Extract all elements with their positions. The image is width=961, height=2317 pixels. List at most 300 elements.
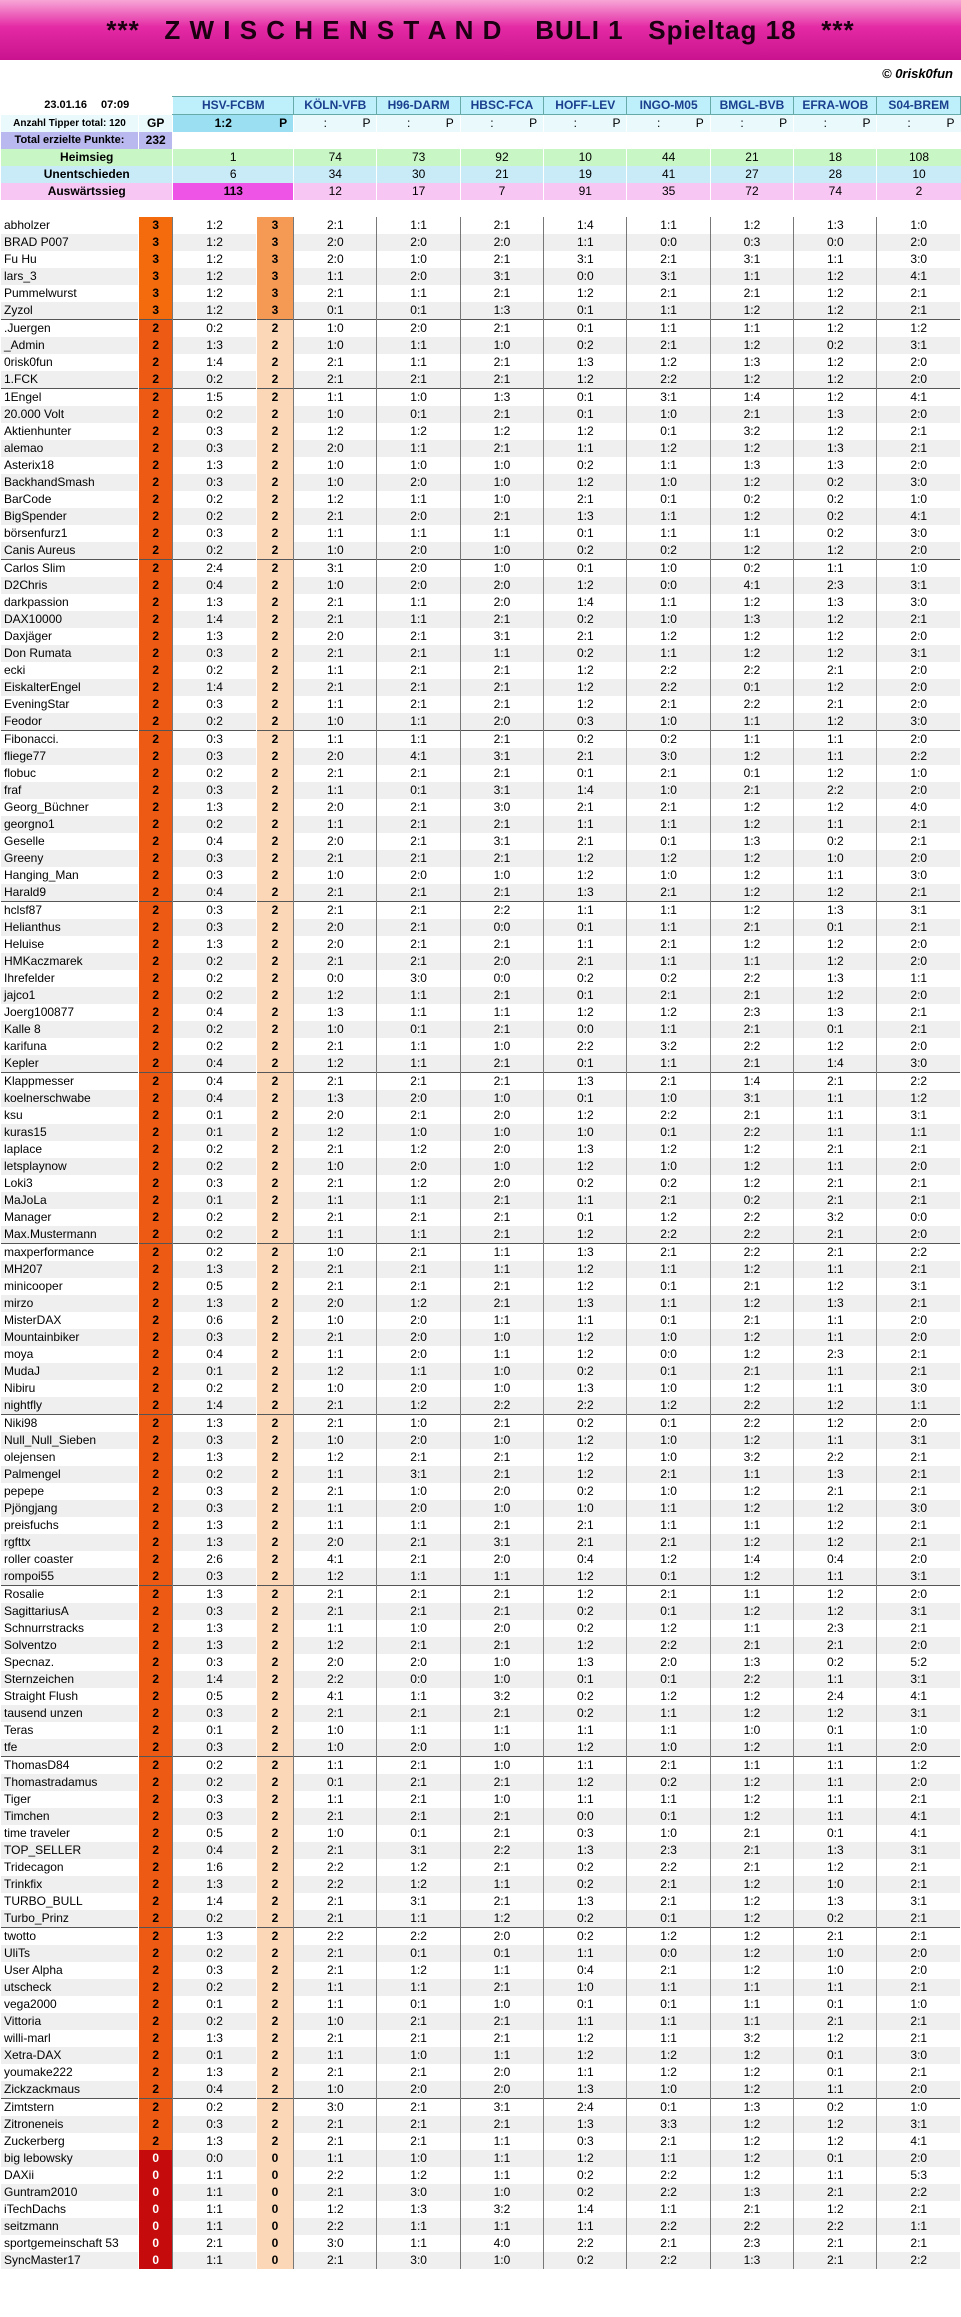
tip-points-0: 2 [256, 1534, 293, 1551]
tip-7: 1:3 [794, 457, 877, 474]
player-name: D2Chris [1, 577, 139, 594]
stats-value: 74 [794, 183, 877, 200]
tip-3: 1:1 [460, 1312, 543, 1329]
tip-5: 1:0 [627, 1483, 710, 1500]
tip-6: 1:2 [710, 1791, 793, 1808]
tip-points-0: 2 [256, 1979, 293, 1996]
tip-2: 1:2 [377, 1295, 460, 1312]
player-gp: 2 [138, 833, 172, 850]
tip-3: 2:1 [460, 508, 543, 525]
table-row [1, 713, 961, 731]
tip-2: 2:1 [377, 1534, 460, 1551]
player-gp: 2 [138, 1038, 172, 1055]
tip-4: 0:2 [544, 2167, 627, 2184]
tip-8: 2:1 [877, 2235, 961, 2252]
tip-7: 1:0 [794, 1945, 877, 1962]
tip-1: 0:0 [294, 970, 377, 987]
table-row [1, 1910, 961, 1928]
tip-0: 1:3 [173, 594, 256, 611]
tip-6: 1:2 [710, 1568, 793, 1586]
tip-points-0: 2 [256, 850, 293, 867]
tip-6: 2:1 [710, 782, 793, 799]
tip-5: 1:0 [627, 2081, 710, 2099]
tip-2: 2:1 [377, 1551, 460, 1568]
tip-1: 2:0 [294, 748, 377, 765]
tip-7: 1:1 [794, 1261, 877, 1278]
tip-4: 1:3 [544, 2081, 627, 2099]
tip-6: 2:2 [710, 1415, 793, 1433]
tip-0: 0:3 [173, 1705, 256, 1722]
stats-label: Auswärtssieg [1, 183, 173, 200]
time: 07:09 [101, 99, 130, 111]
tip-3: 1:1 [460, 2133, 543, 2150]
tip-7: 1:2 [794, 679, 877, 696]
player-name: fliege77 [1, 748, 139, 765]
player-gp: 2 [138, 1500, 172, 1517]
tip-8: 2:1 [877, 2013, 961, 2030]
tip-4: 1:2 [544, 285, 627, 302]
player-gp: 2 [138, 542, 172, 560]
tip-2: 1:1 [377, 525, 460, 542]
player-gp: 2 [138, 1859, 172, 1876]
tip-1: 1:1 [294, 816, 377, 833]
table-row [1, 765, 961, 782]
tip-8: 4:1 [877, 1688, 961, 1705]
tip-7: 1:1 [794, 1568, 877, 1586]
player-gp: 2 [138, 1415, 172, 1433]
tip-1: 2:1 [294, 1038, 377, 1055]
player-gp: 2 [138, 1928, 172, 1946]
tip-5: 0:1 [627, 1671, 710, 1688]
tip-5: 1:1 [627, 508, 710, 525]
tip-5: 1:1 [627, 594, 710, 611]
tip-1: 1:2 [294, 1055, 377, 1073]
tip-7: 1:0 [794, 850, 877, 867]
tip-1: 2:1 [294, 1073, 377, 1091]
tip-1: 2:1 [294, 2252, 377, 2269]
tip-8: 4:1 [877, 2133, 961, 2150]
tip-points-0: 2 [256, 1517, 293, 1534]
tip-1: 1:0 [294, 337, 377, 354]
tip-4: 0:4 [544, 1962, 627, 1979]
tip-7: 1:1 [794, 1312, 877, 1329]
table-row [1, 302, 961, 320]
tip-4: 1:2 [544, 1637, 627, 1654]
tip-points-0: 2 [256, 474, 293, 491]
tip-7: 1:1 [794, 1158, 877, 1175]
player-gp: 2 [138, 1534, 172, 1551]
player-name: EiskalterEngel [1, 679, 139, 696]
tip-6: 1:2 [710, 902, 793, 920]
tip-points-0: 2 [256, 611, 293, 628]
tip-3: 2:1 [460, 1774, 543, 1791]
tip-6: 1:2 [710, 1945, 793, 1962]
tip-3: 2:1 [460, 251, 543, 268]
tip-points-0: 2 [256, 1175, 293, 1192]
tip-2: 3:0 [377, 2252, 460, 2269]
player-name: youmake222 [1, 2064, 139, 2081]
result-value: : [656, 116, 661, 130]
tip-5: 1:2 [627, 1141, 710, 1158]
tip-2: 1:1 [377, 594, 460, 611]
tip-4: 0:1 [544, 919, 627, 936]
tip-7: 0:1 [794, 1996, 877, 2013]
tip-3: 2:0 [460, 1175, 543, 1192]
tip-7: 1:2 [794, 1859, 877, 1876]
tip-8: 2:1 [877, 1517, 961, 1534]
tip-5: 0:2 [627, 1175, 710, 1192]
tip-6: 0:3 [710, 234, 793, 251]
tip-8: 2:1 [877, 1175, 961, 1192]
table-row [1, 423, 961, 440]
table-row [1, 662, 961, 679]
tip-6: 2:1 [710, 1021, 793, 1038]
tip-1: 1:1 [294, 268, 377, 285]
player-name: Sternzeichen [1, 1671, 139, 1688]
tip-6: 1:2 [710, 1380, 793, 1397]
tip-5: 1:2 [627, 2064, 710, 2081]
tip-6: 1:2 [710, 1739, 793, 1757]
tip-points-0: 2 [256, 799, 293, 816]
tip-8: 5:2 [877, 1654, 961, 1671]
tip-4: 0:2 [544, 1620, 627, 1637]
tip-0: 0:4 [173, 1346, 256, 1363]
tip-7: 1:2 [794, 2030, 877, 2047]
tip-5: 1:1 [627, 1295, 710, 1312]
tip-3: 2:1 [460, 440, 543, 457]
tip-8: 2:1 [877, 833, 961, 850]
tip-0: 1:2 [173, 217, 256, 234]
player-name: Zimtstern [1, 2099, 139, 2117]
tip-2: 2:1 [377, 1791, 460, 1808]
tip-7: 1:1 [794, 1739, 877, 1757]
tip-0: 0:1 [173, 1722, 256, 1739]
tip-5: 1:2 [627, 1551, 710, 1568]
player-name: EveningStar [1, 696, 139, 713]
table-row [1, 1774, 961, 1791]
tip-4: 0:0 [544, 268, 627, 285]
tip-7: 1:2 [794, 542, 877, 560]
tip-0: 0:2 [173, 1244, 256, 1262]
tip-1: 1:0 [294, 713, 377, 731]
tip-2: 0:1 [377, 1825, 460, 1842]
tip-5: 2:2 [627, 2167, 710, 2184]
tip-0: 0:2 [173, 1945, 256, 1962]
player-gp: 2 [138, 1192, 172, 1209]
player-name: ecki [1, 662, 139, 679]
tip-6: 2:1 [710, 1278, 793, 1295]
tip-3: 1:1 [460, 2047, 543, 2064]
tip-7: 1:4 [794, 1055, 877, 1073]
tip-7: 1:1 [794, 731, 877, 749]
tip-8: 3:0 [877, 251, 961, 268]
tip-3: 2:1 [460, 1517, 543, 1534]
tip-6: 1:1 [710, 320, 793, 338]
tip-6: 1:2 [710, 594, 793, 611]
player-gp: 2 [138, 1449, 172, 1466]
tip-8: 3:1 [877, 1278, 961, 1295]
tip-8: 3:1 [877, 902, 961, 920]
table-row [1, 1107, 961, 1124]
tip-7: 1:1 [794, 748, 877, 765]
table-row [1, 1893, 961, 1910]
tip-2: 2:1 [377, 628, 460, 645]
tip-2: 1:2 [377, 1859, 460, 1876]
tip-3: 1:0 [460, 1158, 543, 1175]
tip-points-0: 2 [256, 1500, 293, 1517]
tip-1: 2:1 [294, 1842, 377, 1859]
tip-0: 0:2 [173, 816, 256, 833]
tip-4: 1:2 [544, 1004, 627, 1021]
tip-4: 0:1 [544, 406, 627, 423]
tip-8: 4:1 [877, 508, 961, 525]
tip-7: 0:2 [794, 474, 877, 491]
tip-0: 0:3 [173, 902, 256, 920]
tip-4: 2:1 [544, 799, 627, 816]
tip-3: 2:1 [460, 696, 543, 713]
tip-4: 1:2 [544, 1432, 627, 1449]
tip-3: 2:1 [460, 1415, 543, 1433]
player-gp: 2 [138, 1483, 172, 1500]
player-gp: 2 [138, 1517, 172, 1534]
tip-5: 1:2 [627, 628, 710, 645]
tip-points-0: 2 [256, 2013, 293, 2030]
player-gp: 2 [138, 1124, 172, 1141]
tip-4: 0:1 [544, 1996, 627, 2013]
table-row [1, 1739, 961, 1757]
result-value: : [907, 116, 911, 130]
player-gp: 2 [138, 1312, 172, 1329]
tip-0: 0:3 [173, 850, 256, 867]
tip-6: 1:2 [710, 2047, 793, 2064]
tip-1: 1:2 [294, 1568, 377, 1586]
tip-6: 2:3 [710, 2235, 793, 2252]
table-row [1, 440, 961, 457]
tip-1: 1:2 [294, 1637, 377, 1654]
table-row [1, 2099, 961, 2117]
player-gp: 2 [138, 1945, 172, 1962]
tip-3: 2:1 [460, 217, 543, 234]
tip-0: 0:3 [173, 1808, 256, 1825]
tip-5: 2:2 [627, 371, 710, 389]
game-result-0 [173, 115, 294, 133]
tip-4: 1:2 [544, 679, 627, 696]
tip-points-0: 2 [256, 560, 293, 578]
tip-2: 2:1 [377, 2064, 460, 2081]
tip-points-0: 2 [256, 389, 293, 407]
tip-5: 2:1 [627, 1192, 710, 1209]
tip-2: 2:0 [377, 1090, 460, 1107]
tip-1: 1:1 [294, 1346, 377, 1363]
tip-1: 2:0 [294, 440, 377, 457]
table-row [1, 2218, 961, 2235]
game-result-8 [877, 115, 961, 133]
tip-4: 0:0 [544, 1808, 627, 1825]
tip-1: 2:1 [294, 1483, 377, 1500]
player-name: TOP_SELLER [1, 1842, 139, 1859]
player-name: ThomasD84 [1, 1757, 139, 1775]
tip-8: 2:1 [877, 884, 961, 902]
tip-3: 1:0 [460, 1329, 543, 1346]
tip-7: 2:1 [794, 1073, 877, 1091]
tip-points-0: 2 [256, 1757, 293, 1775]
tip-3: 1:0 [460, 337, 543, 354]
player-name: Manager [1, 1209, 139, 1226]
player-name: HMKaczmarek [1, 953, 139, 970]
stats-value: 6 [173, 166, 294, 183]
tip-3: 1:1 [460, 1876, 543, 1893]
tip-2: 2:1 [377, 799, 460, 816]
tip-6: 1:2 [710, 1534, 793, 1551]
tip-2: 2:0 [377, 474, 460, 491]
table-row [1, 1996, 961, 2013]
tip-0: 0:2 [173, 1774, 256, 1791]
tip-2: 1:1 [377, 491, 460, 508]
player-name: Rosalie [1, 1586, 139, 1604]
tip-3: 1:1 [460, 1261, 543, 1278]
tip-7: 0:2 [794, 1910, 877, 1928]
tip-3: 3:1 [460, 748, 543, 765]
table-row [1, 1158, 961, 1175]
player-name: Helianthus [1, 919, 139, 936]
tip-2: 3:1 [377, 1893, 460, 1910]
tip-points-0: 2 [256, 696, 293, 713]
player-gp: 2 [138, 1654, 172, 1671]
tip-8: 2:1 [877, 423, 961, 440]
player-gp: 2 [138, 2013, 172, 2030]
tip-points-0: 2 [256, 953, 293, 970]
tip-1: 2:1 [294, 1329, 377, 1346]
points-col-label: P [946, 116, 955, 130]
tip-7: 2:1 [794, 696, 877, 713]
tip-8: 1:0 [877, 2099, 961, 2117]
tip-8: 2:1 [877, 1449, 961, 1466]
tip-5: 0:2 [627, 731, 710, 749]
tip-points-0: 2 [256, 731, 293, 749]
tip-0: 0:2 [173, 1226, 256, 1244]
tip-5: 2:1 [627, 1073, 710, 1091]
player-gp: 2 [138, 354, 172, 371]
table-row [1, 936, 961, 953]
tip-8: 2:1 [877, 1192, 961, 1209]
tip-5: 2:2 [627, 2218, 710, 2235]
tip-8: 2:1 [877, 2064, 961, 2081]
tip-5: 1:0 [627, 560, 710, 578]
tip-4: 0:1 [544, 987, 627, 1004]
tip-3: 0:0 [460, 970, 543, 987]
tip-6: 1:2 [710, 1705, 793, 1722]
tip-1: 2:1 [294, 371, 377, 389]
player-gp: 2 [138, 1466, 172, 1483]
tip-0: 0:2 [173, 1021, 256, 1038]
tip-2: 1:1 [377, 1226, 460, 1244]
tip-8: 2:2 [877, 2252, 961, 2269]
tip-7: 1:1 [794, 1124, 877, 1141]
tip-7: 1:1 [794, 2167, 877, 2184]
tip-6: 3:1 [710, 1090, 793, 1107]
tip-5: 1:0 [627, 1432, 710, 1449]
tip-6: 1:2 [710, 2064, 793, 2081]
tip-points-0: 2 [256, 1671, 293, 1688]
table-row [1, 1021, 961, 1038]
tip-5: 1:1 [627, 217, 710, 234]
player-gp: 2 [138, 508, 172, 525]
tip-7: 1:0 [794, 1876, 877, 1893]
player-gp: 2 [138, 1586, 172, 1604]
tip-7: 2:3 [794, 1346, 877, 1363]
tip-6: 2:2 [710, 662, 793, 679]
tip-7: 1:2 [794, 2116, 877, 2133]
player-name: Fu Hu [1, 251, 139, 268]
tip-5: 0:0 [627, 1346, 710, 1363]
tip-2: 2:1 [377, 2099, 460, 2117]
tip-2: 2:1 [377, 371, 460, 389]
tip-points-0: 2 [256, 1124, 293, 1141]
tip-0: 0:3 [173, 1329, 256, 1346]
tip-1: 2:0 [294, 919, 377, 936]
tip-8: 1:0 [877, 560, 961, 578]
player-name: User Alpha [1, 1962, 139, 1979]
tip-4: 1:2 [544, 867, 627, 884]
tip-2: 2:0 [377, 1654, 460, 1671]
tip-points-0: 2 [256, 2064, 293, 2081]
player-gp: 3 [138, 285, 172, 302]
table-row [1, 679, 961, 696]
player-gp: 2 [138, 1688, 172, 1705]
player-name: Mountainbiker [1, 1329, 139, 1346]
tip-5: 3:1 [627, 389, 710, 407]
tip-1: 1:0 [294, 2081, 377, 2099]
tip-6: 1:2 [710, 542, 793, 560]
player-gp: 2 [138, 1226, 172, 1244]
table-row [1, 320, 961, 338]
tip-8: 4:1 [877, 268, 961, 285]
tip-points-0: 2 [256, 1312, 293, 1329]
tip-6: 1:3 [710, 2252, 793, 2269]
tip-1: 2:1 [294, 1962, 377, 1979]
tip-8: 2:1 [877, 919, 961, 936]
tip-points-0: 2 [256, 1449, 293, 1466]
tip-points-0: 2 [256, 1483, 293, 1500]
tip-0: 0:4 [173, 833, 256, 850]
player-name: Timchen [1, 1808, 139, 1825]
player-name: DAXii [1, 2167, 139, 2184]
tip-8: 2:1 [877, 1346, 961, 1363]
tip-points-0: 0 [256, 2167, 293, 2184]
player-name: Zuckerberg [1, 2133, 139, 2150]
tip-8: 2:0 [877, 628, 961, 645]
tip-7: 2:1 [794, 662, 877, 679]
tip-3: 3:2 [460, 1688, 543, 1705]
player-gp: 0 [138, 2150, 172, 2167]
tip-points-0: 2 [256, 1654, 293, 1671]
player-name: preisfuchs [1, 1517, 139, 1534]
tip-6: 1:2 [710, 2150, 793, 2167]
tip-8: 1:2 [877, 1757, 961, 1775]
table-row [1, 2116, 961, 2133]
player-gp: 3 [138, 302, 172, 320]
player-name: roller coaster [1, 1551, 139, 1568]
tip-2: 2:1 [377, 645, 460, 662]
tip-8: 2:0 [877, 1637, 961, 1654]
table-row [1, 2184, 961, 2201]
header-row-results [1, 115, 961, 133]
tip-5: 2:2 [627, 679, 710, 696]
player-gp: 2 [138, 1671, 172, 1688]
tip-2: 2:1 [377, 2013, 460, 2030]
tip-4: 0:2 [544, 1928, 627, 1946]
tip-3: 2:1 [460, 1705, 543, 1722]
